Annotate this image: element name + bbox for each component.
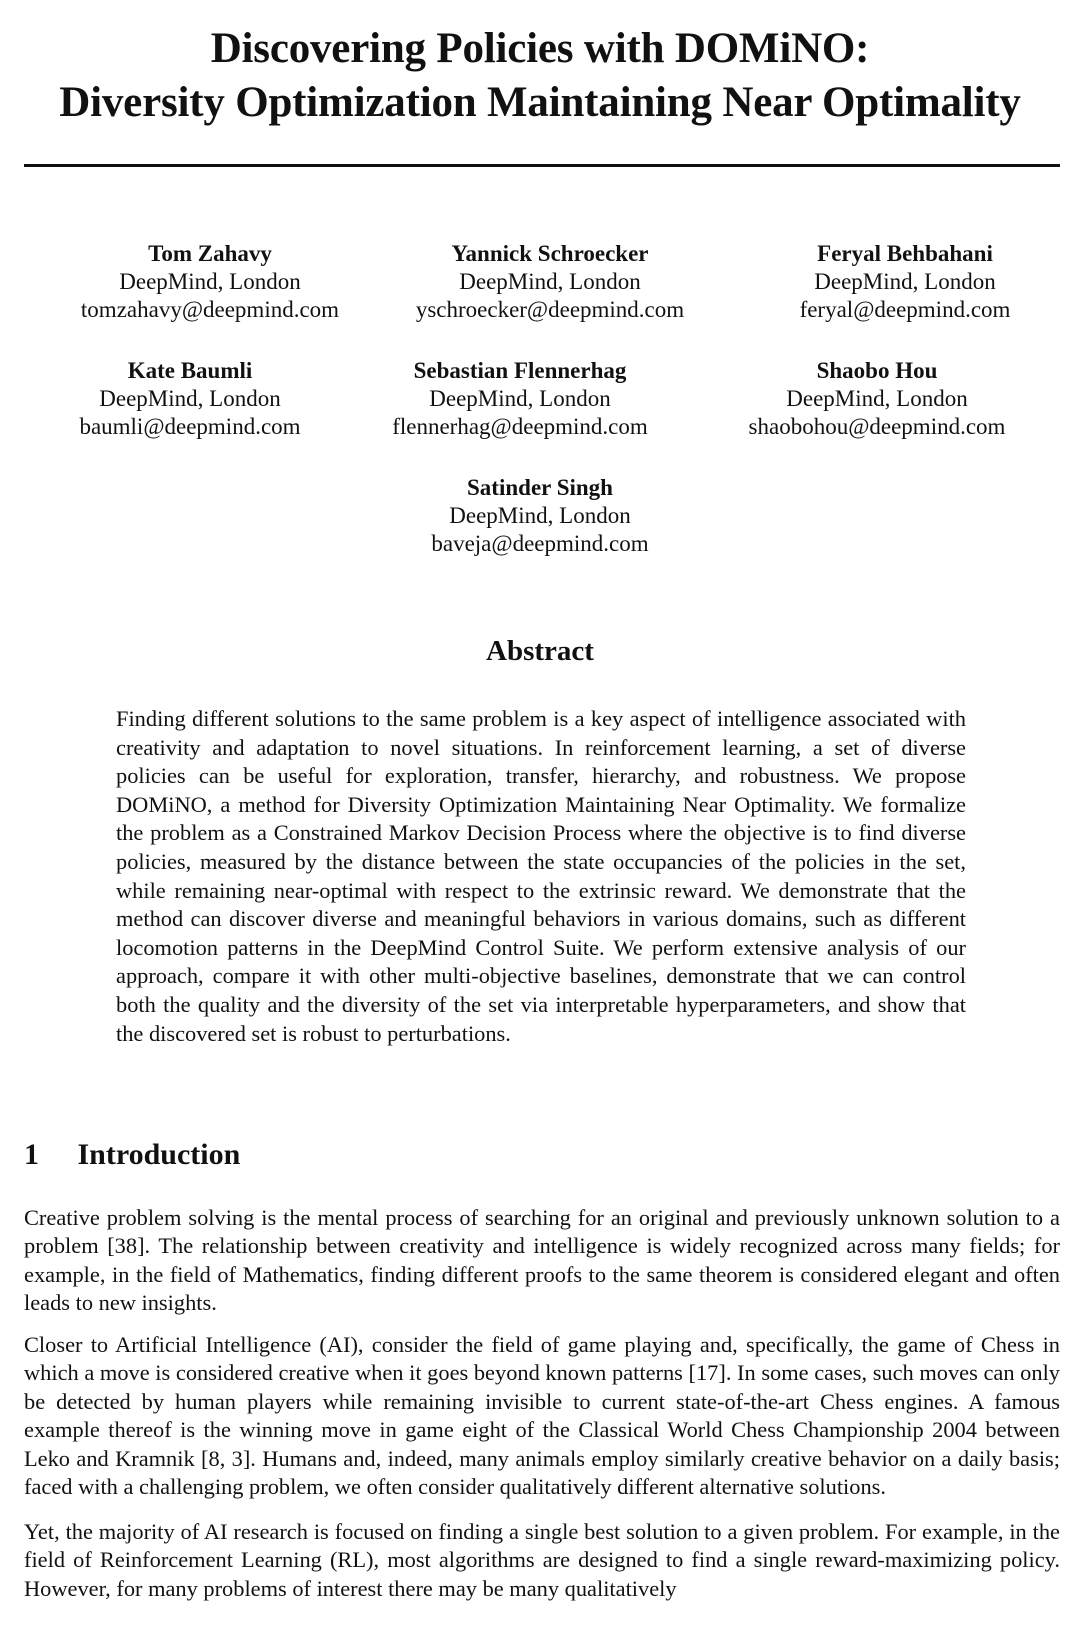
intro-paragraph: Closer to Artificial Intelligence (AI), consider the field of game playing and, specifically, the game of Chess in which a move is considered creative when it goes beyond known patterns [17]. In some cases, such moves can only be detected by human players while remaining invisible to current state-of-the-art Chess engines. A famous example thereof is the winning move in game eight of the Classical World Chess Championship 2004 between Leko and Kramnik [8, 3]. Humans and, indeed, many animals employ similarly creative behavior on a daily basis; faced with a challenging problem, we often consider qualitatively different alternative solutions. [24,1332,1060,1500]
author-affiliation: DeepMind, London [786,386,968,411]
author-name: Kate Baumli [127,358,253,383]
author-block [390,474,690,558]
author-block [50,357,330,441]
author-affiliation: DeepMind, London [459,269,641,294]
author-name: Yannick Schroecker [451,241,649,266]
abstract-text: Finding different solutions to the same problem is a key aspect of intelligence associated with creativity and adaptation to novel situations. In reinforcement learning, a set of diverse policies can be useful for exploration, transfer, hierarchy, and robustness. We propose DOMiNO, a method for Diversity Optimization Maintaining Near Optimality. We formalize the problem as a Constrained Markov Decision Process where the objective is to find diverse policies, measured by the distance between the state occupancies of the policies in the set, while remaining near-optimal with respect to the extrinsic reward. We demonstrate that the method can discover diverse and meaningful behaviors in various domains, such as different locomotion patterns in the DeepMind Control Suite. We perform extensive analysis of our approach, compare it with other multi-objective baselines, demonstrate that we can control both the quality and the diversity of the set via interpretable hyperparameters, and show that the discovered set is robust to perturbations. [116,706,966,1046]
author-name: Tom Zahavy [148,241,272,266]
author-affiliation: DeepMind, London [429,386,611,411]
author-affiliation: DeepMind, London [814,269,996,294]
section-title: Introduction [77,1138,241,1171]
author-name: Sebastian Flennerhag [413,358,627,383]
author-email: baveja@deepmind.com [431,531,649,556]
author-block [60,240,360,324]
author-name: Shaobo Hou [816,358,938,383]
section-number: 1 [24,1138,39,1171]
intro-paragraph: Yet, the majority of AI research is focused on finding a single best solution to a given problem. For example, in the field of Reinforcement Learning (RL), most algorithms are designed to find a single reward-maximizing policy. However, for many problems of interest there may be many qualitatively [24,1519,1060,1601]
author-affiliation: DeepMind, London [119,269,301,294]
author-name: Satinder Singh [467,475,613,500]
author-affiliation: DeepMind, London [99,386,281,411]
author-email: shaobohou@deepmind.com [748,414,1006,439]
author-block [755,240,1055,324]
title-divider [24,164,1060,167]
author-name: Feryal Behbahani [817,241,993,266]
author-email: feryal@deepmind.com [799,297,1011,322]
author-email: baumli@deepmind.com [79,414,301,439]
author-block [722,357,1032,441]
author-email: flennerhag@deepmind.com [392,414,648,439]
author-affiliation: DeepMind, London [449,503,631,528]
paper-title [0,22,1080,130]
abstract-heading: Abstract [486,635,594,667]
title-line-2: Diversity Optimization Maintaining Near Optimality [59,79,1021,126]
intro-paragraph: Creative problem solving is the mental process of searching for an original and previously unknown solution to a problem [38]. The relationship between creativity and intelligence is widely recognized across many fields; for example, in the field of Mathematics, finding different proofs to the same theorem is considered elegant and often leads to new insights. [24,1205,1060,1316]
section-heading [24,1137,240,1173]
author-email: tomzahavy@deepmind.com [80,297,340,322]
author-block [365,357,675,441]
author-block [385,240,715,324]
author-email: yschroecker@deepmind.com [415,297,685,322]
title-line-1: Discovering Policies with DOMiNO: [210,25,870,72]
